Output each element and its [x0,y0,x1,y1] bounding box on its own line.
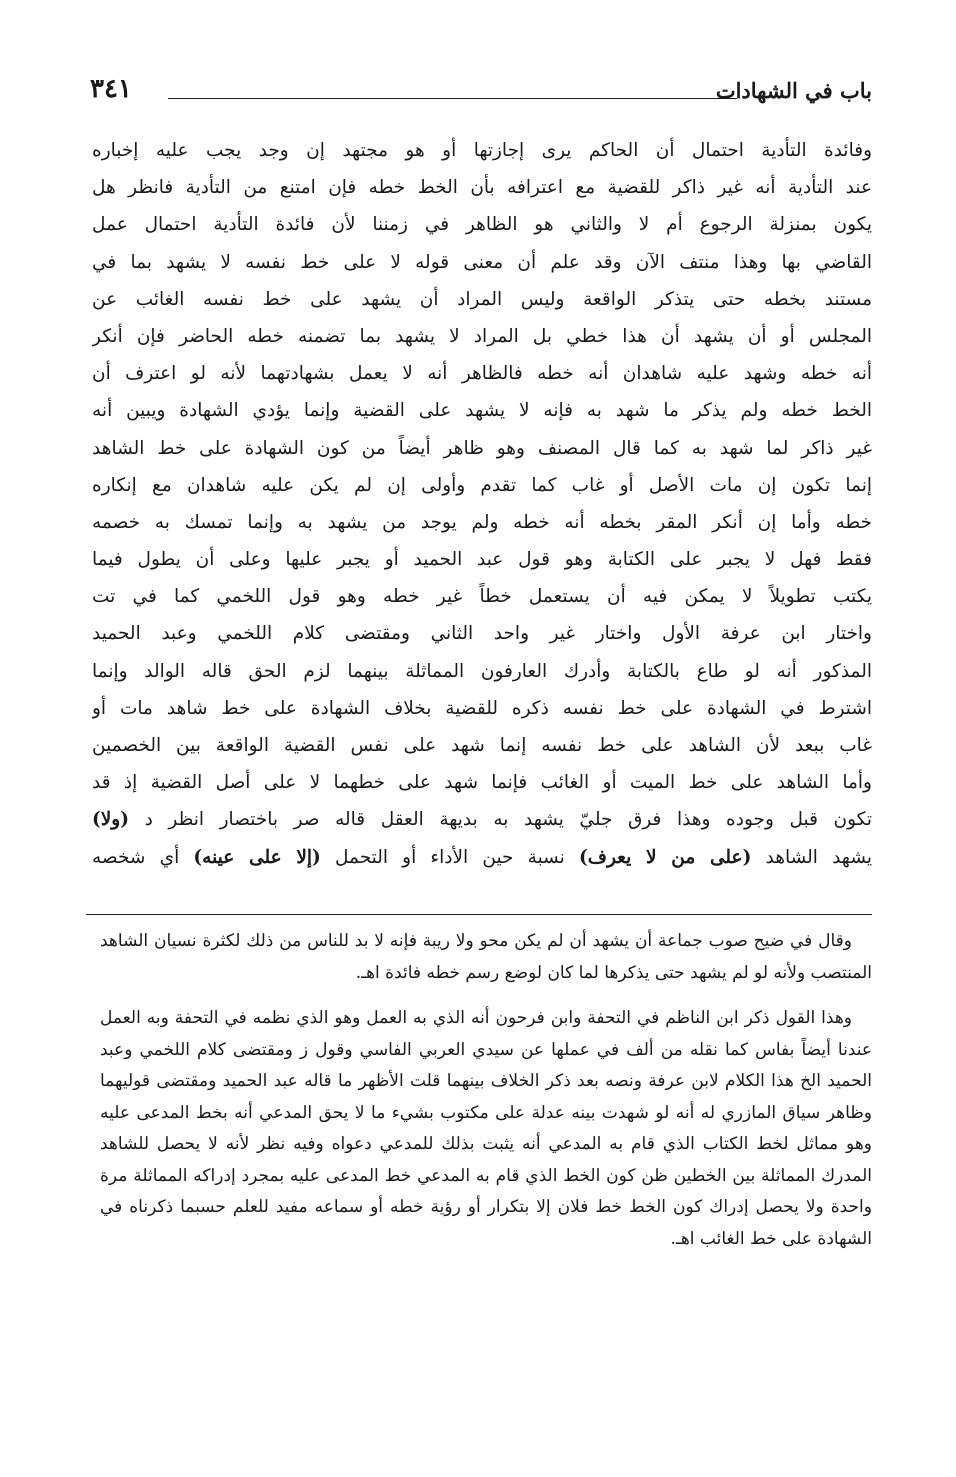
chapter-title: باب في الشهادات [715,78,872,103]
bold-term: (إلا على عينه) [193,846,321,868]
text-line: المجلس أو أن يشهد أن هذا خطي بل المراد لا يشهد بما تضمنه خطه الحاضر فإن أنكر [92,325,872,347]
header-rule [168,98,737,99]
text-line: غاب ببعد لأن الشاهد على خط نفسه إنما شهد على نفس القضية الواقعة بين الخصمين [92,735,872,756]
text-segment: تكون قبل وجوده وهذا فرق جليّ يشهد به بديهة العقل قاله صر باختصار انظر د [144,809,872,831]
text-line: إنما تكون إن مات الأصل أو غاب كما تقدم وأولى إن لم يكن عليه شاهدان مع إنكاره [92,474,872,496]
footnote-paragraph: وقال في ضيح صوب جماعة أن يشهد أن لم يكن محو ولا ريبة فإنه لا بد للناس من ذلك لكثرة نسيان الشاهد المنتصب ولأنه لو لم يشهد حتى يذكرها لما كان لوضع رسم خطه فائدة اهـ. [100,931,872,983]
page-number: ٣٤١ [90,74,132,104]
text-line: يكتب تطويلاً لا يمكن فيه أن يستعمل خطاً غير خطه وهو قول اللخمي كما في تت [92,586,872,608]
text-line: خطه وأما إن أنكر المقر بخطه أنه خطه ولم يوجد من يشهد به وإنما تمسك به خصمه [92,511,872,533]
text-segment: أي شخصه [92,846,180,868]
main-text [92,132,872,876]
text-segment: يشهد الشاهد [765,846,872,868]
text-line: المذكور أنه لو طاع بالكتابة وأدرك العارفون المماثلة بينهما لزم الحق قاله الوالد وإنما [92,660,872,682]
text-line: غير ذاكر لما شهد به كما قال المصنف وهو ظاهر أيضاً من كون الشهادة على خط الشاهد [92,437,872,459]
text-line: يكون بمنزلة الرجوع أم لا والثاني هو الظاهر في زمننا لأن فائدة التأدية احتمال عمل [92,214,872,236]
text-line: وفائدة التأدية احتمال أن الحاكم يرى إجازتها أو هو مجتهد إن وجد يجب عليه إخباره [92,140,872,161]
running-header [90,74,872,110]
bold-term: (على من لا يعرف) [579,846,752,868]
text-line: اشترط في الشهادة على خط نفسه ذكره للقضية بخلاف الشهادة على خط شاهد مات أو [92,697,872,719]
text-line: واختار ابن عرفة الأول واختار غير واحد الثاني ومقتضى كلام اللخمي وعبد الحميد [92,623,872,645]
footnote-paragraph: وهذا القول ذكر ابن الناظم في التحفة وابن فرحون أنه الذي به العمل وهو الذي نظمه في التحفة وبه العمل عندنا أيضاً بفاس كما نقله من ألف في عملها عن سيدي العربي الفاسي وقول ز ومقتضى كلام اللخمي وعبد الحميد الخ هذا الكلام لابن عرفة ونصه بعد ذكر الخلاف بينهما قلت الأظهر ما قاله عبد الحميد ومقتضى قوليهما وظاهر سياق المازري له أنه لو شهدت بينه عدلة على مكتوب بشيء ما لا يحق المدعي أنه بخط المدعى عليه وهو مماثل لخط الكتاب الذي قام به المدعي أنه يثبت بذلك للمدعي دعواه وفيه نظر لأنه لا يحصل للشاهد المدرك المماثلة بين الخطين ظن كون الخط الذي قام به المدعي خط المدعى عليه بمجرد إدراكه المماثلة مرة واحدة ولا يحصل إدراك كون الخط خط فلان إلا بتكرار أو رؤية خطه أو سماعه مفيد للعلم حسبما ذكرناه في الشهادة على خط الغائب اهـ. [100,1008,872,1249]
text-line [92,801,872,838]
text-line: عند التأدية أنه غير ذاكر للقضية مع اعترافه بأن الخط خطه فإن امتنع من التأدية فانظر هل [92,177,872,199]
bold-term: (ولا) [92,809,129,831]
footnotes [100,926,872,1269]
text-line: فقط فهل لا يجبر على الكتابة وهو قول عبد الحميد أو يجبر عليها وعلى أن يطول فيما [92,549,872,571]
footnote-separator [86,914,872,915]
text-line: الخط خطه ولم يذكر ما شهد به فإنه لا يشهد على القضية وإنما يؤدي الشهادة ويبين أنه [92,400,872,422]
text-line: القاضي بها وهذا منتف الآن وقد علم أن معنى قوله لا على خط نفسه لا يشهد بما في [92,251,872,273]
text-line: مستند بخطه حتى يتذكر الواقعة وليس المراد أن يشهد على خط نفسه الغائب عن [92,288,872,310]
text-line [92,839,872,876]
text-line: أنه خطه وشهد عليه شاهدان أنه خطه فالظاهر أنه لا يعمل بشهادتهما لأنه لو اعترف أن [92,363,872,385]
text-segment: نسبة حين الأداء أو التحمل [334,846,565,868]
text-line: وأما الشاهد على خط الميت أو الغائب فإنما شهد على خطهما لا على أصل القضية إذ قد [92,772,872,794]
